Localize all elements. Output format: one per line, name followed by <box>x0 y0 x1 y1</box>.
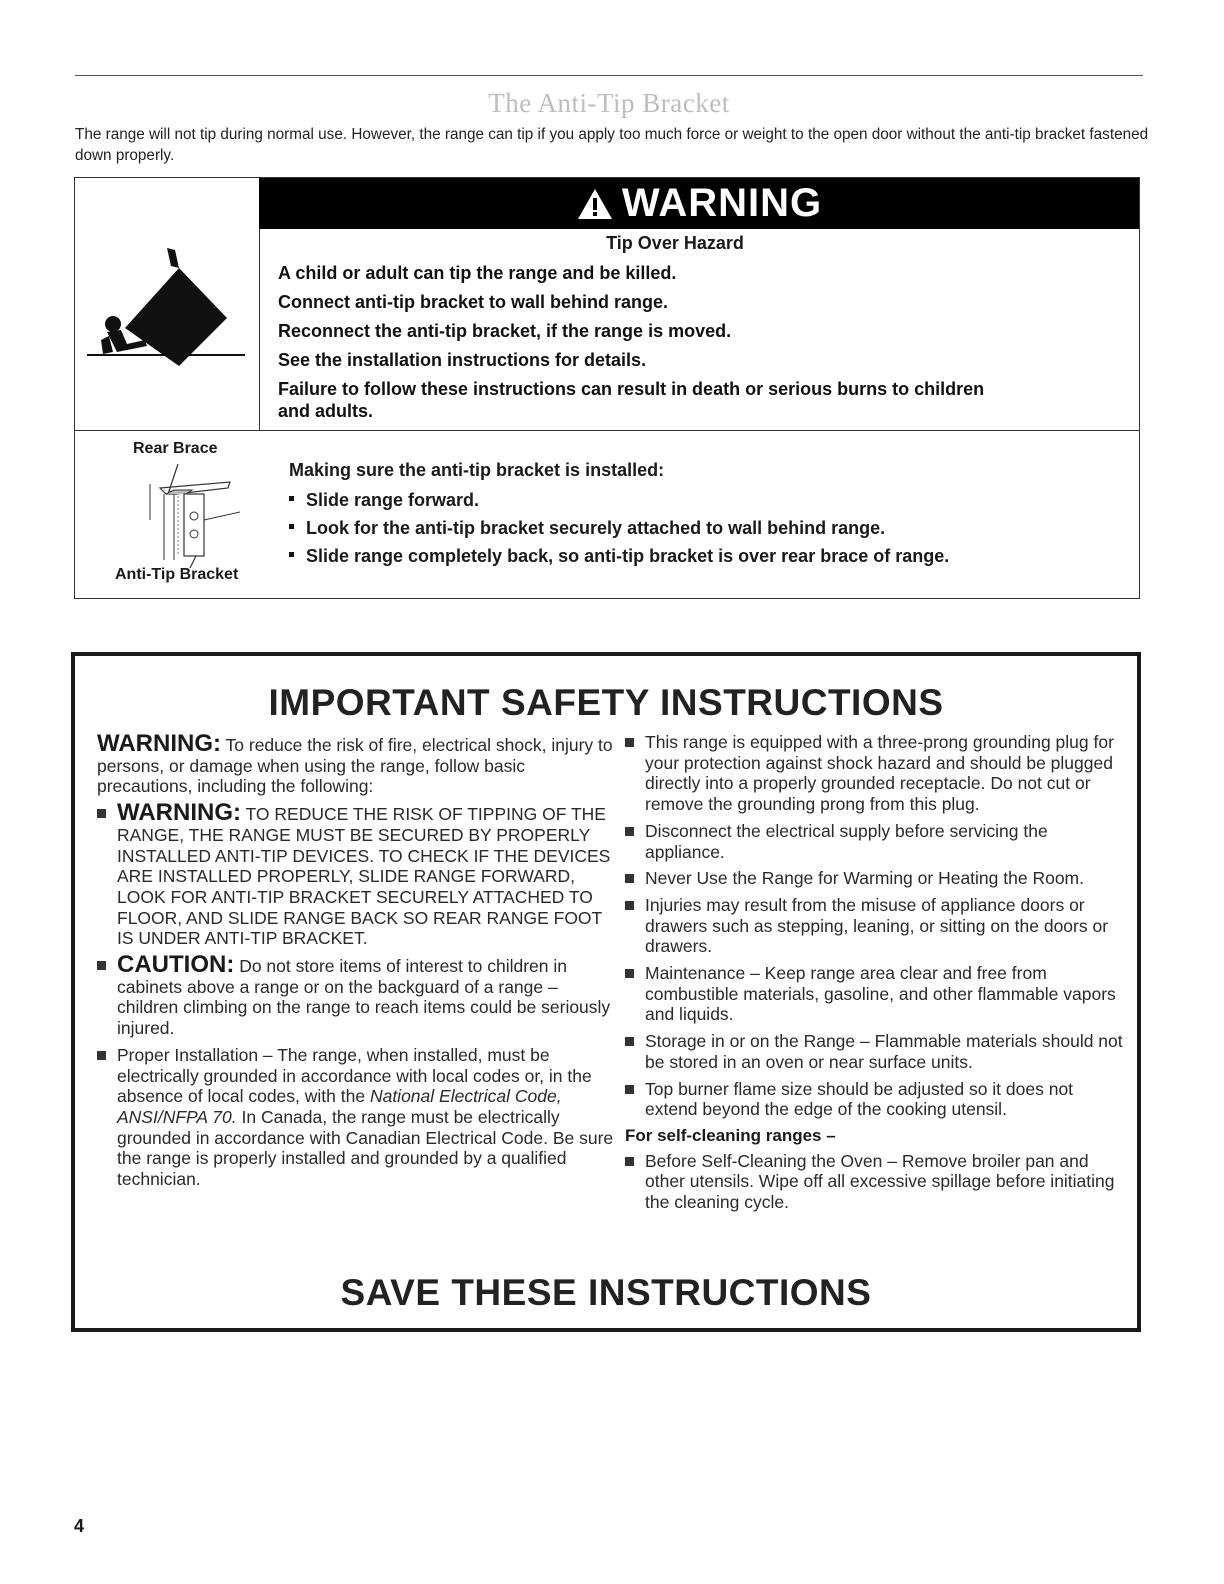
rear-brace-label: Rear Brace <box>133 440 218 457</box>
safety-item <box>625 963 1125 1025</box>
bullet-icon <box>289 496 294 501</box>
tip-over-hazard-icon <box>87 240 247 370</box>
item-text: Injuries may result from the misuse of appliance doors or drawers such as stepping, leaning, or sitting on the doors or drawers. <box>645 894 1109 957</box>
safety-item <box>97 951 617 1039</box>
check-instructions-title: Making sure the anti-tip bracket is installed: <box>289 460 665 480</box>
check-item <box>289 546 949 567</box>
item-text: Do not store items of interest to children in cabinets above a range or on the backguard of a range – children climbing on the range to reach items could be seriously injured. <box>117 956 611 1039</box>
bullet-icon <box>625 969 634 978</box>
warning-triangle-icon <box>576 187 614 221</box>
bullet-icon <box>289 524 294 529</box>
hazard-line: Failure to follow these instructions can result in death or serious burns to children <box>278 379 985 399</box>
item-text: Proper Installation – The range, when installed, must be electrically grounded in accordance with local codes or, in the absence of local codes, with the <box>117 1044 592 1107</box>
warning-intro <box>97 730 617 797</box>
safety-title: IMPORTANT SAFETY INSTRUCTIONS <box>268 682 944 723</box>
item-text: Storage in or on the Range – Flammable materials should not be stored in an oven or near surface units. <box>645 1031 1123 1072</box>
safety-item <box>625 1031 1125 1072</box>
hazard-line: Connect anti-tip bracket to wall behind range. <box>278 292 669 312</box>
bullet-icon <box>625 1157 634 1166</box>
bullet-icon <box>625 1037 634 1046</box>
hazard-title: Tip Over Hazard <box>606 233 744 253</box>
safety-item <box>625 821 1125 862</box>
check-item-text: Slide range forward. <box>306 490 480 510</box>
self-cleaning-heading: For self-cleaning ranges – <box>625 1125 836 1145</box>
important-safety-instructions-box <box>71 652 1141 1332</box>
page-number: 4 <box>74 1516 85 1536</box>
hazard-line: See the installation instructions for details. <box>278 350 647 370</box>
warning-intro-text: To reduce the risk of fire, electrical shock, injury to persons, or damage when using the range, follow basic precautions, including the following: <box>97 735 613 797</box>
safety-item <box>625 732 1125 815</box>
bullet-icon <box>625 738 634 747</box>
check-item <box>289 490 479 511</box>
safety-item <box>625 868 1125 889</box>
warning-illustration-cell <box>75 178 260 430</box>
tip-over-warning-box <box>74 177 1140 599</box>
item-text: TO REDUCE THE RISK OF TIPPING OF THE RANGE, THE RANGE MUST BE SECURED BY PROPERLY INSTALLED ANTI-TIP DEVICES. TO CHECK IF THE DEVICES ARE INSTALLED PROPERLY, SLIDE RANGE FORWARD, LOOK FOR ANTI-TIP BRACKET SECURELY ATTACHED TO FLOOR, AND SLIDE RANGE BACK SO REAR RANGE FOOT IS UNDER ANTI-TIP BRACKET. <box>117 804 611 949</box>
section-title: The Anti-Tip Bracket <box>488 88 730 118</box>
item-text: Never Use the Range for Warming or Heating the Room. <box>645 868 1084 889</box>
check-item <box>289 518 885 539</box>
warning-banner-text: WARNING <box>621 181 823 225</box>
item-lead: WARNING: <box>117 799 241 827</box>
check-item-text: Look for the anti-tip bracket securely attached to wall behind range. <box>306 518 886 538</box>
anti-tip-bracket-label: Anti-Tip Bracket <box>115 566 239 583</box>
safety-item <box>97 1045 617 1190</box>
check-item-text: Slide range completely back, so anti-tip bracket is over rear brace of range. <box>306 546 950 566</box>
safety-left-column <box>97 730 617 1190</box>
item-text: Top burner flame size should be adjusted so it does not extend beyond the edge of the cooking utensil. <box>645 1078 1074 1120</box>
item-citation: National Electrical Code, ANSI/NFPA 70. <box>117 1086 562 1127</box>
top-rule <box>75 75 1143 76</box>
bullet-icon <box>97 809 106 818</box>
warning-divider <box>75 430 1139 431</box>
bullet-icon <box>625 1085 634 1094</box>
bullet-icon <box>625 901 634 910</box>
bullet-icon <box>97 1051 106 1060</box>
hazard-line: and adults. <box>278 401 374 421</box>
item-text: Maintenance – Keep range area clear and free from combustible materials, gasoline, and other flammable vapors and liquids. <box>645 963 1116 1025</box>
warning-banner <box>259 178 1139 229</box>
safety-item <box>625 1151 1125 1213</box>
anti-tip-bracket-diagram <box>130 460 240 570</box>
safety-item <box>625 895 1125 957</box>
bullet-icon <box>625 827 634 836</box>
item-text: This range is equipped with a three-prong grounding plug for your protection against shock hazard and should be plugged directly into a properly grounded receptacle. Do not cut or remove the grounding prong from this plug. <box>645 732 1114 815</box>
item-text: Disconnect the electrical supply before servicing the appliance. <box>645 820 1048 862</box>
save-instructions-title: SAVE THESE INSTRUCTIONS <box>340 1272 872 1313</box>
hazard-line: Reconnect the anti-tip bracket, if the range is moved. <box>278 321 732 341</box>
intro-paragraph: The range will not tip during normal use. However, the range can tip if you apply too much force or weight to the open door without the anti-tip bracket fastened down properly. <box>75 126 1149 164</box>
item-text: Before Self-Cleaning the Oven – Remove broiler pan and other utensils. Wipe off all excessive spillage before initiating the cleaning cycle. <box>645 1150 1115 1213</box>
bullet-icon <box>625 874 634 883</box>
item-text: In Canada, the range must be electrically grounded in accordance with Canadian Electrical Code. Be sure the range is properly installed and grounded by a qualified technician. <box>117 1106 614 1190</box>
hazard-line: A child or adult can tip the range and be killed. <box>278 263 677 283</box>
warning-lead: WARNING: <box>97 730 221 757</box>
safety-item <box>97 799 617 949</box>
bullet-icon <box>97 961 106 970</box>
safety-item <box>625 1079 1125 1120</box>
item-lead: CAUTION: <box>117 951 235 979</box>
bullet-icon <box>289 552 294 557</box>
safety-right-column <box>625 732 1125 1213</box>
